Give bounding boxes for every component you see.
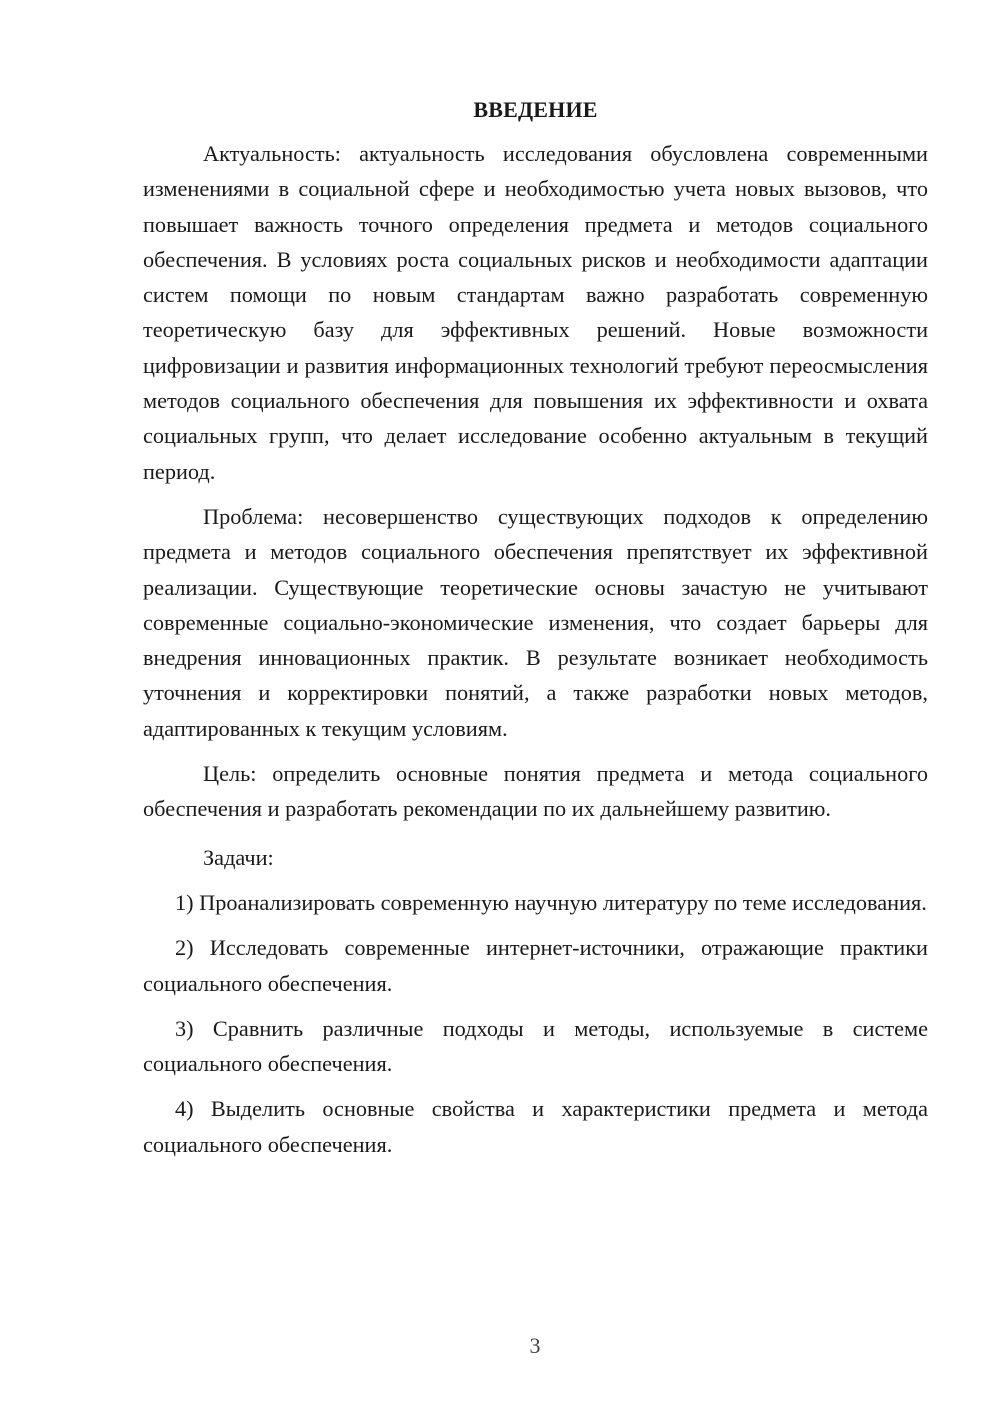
page-number: 3 [529, 1333, 541, 1358]
tasks-heading: Задачи: [203, 844, 274, 870]
task-item-2: 2) Исследовать современные интернет-источники, отражающие практики социального обеспечения. [143, 935, 928, 996]
paragraph-relevance: Актуальность: актуальность исследования обусловлена современными изменениями в социальной сфере и необходимостью учета новых вызовов, что повышает важность точного определения предмета и методов социального обеспечения. В условиях роста социальных рисков и необходимости адаптации систем помощи по новым стандартам важно разработать современную теоретическую базу для эффективных решений. Новые возможности цифровизации и развития информационных технологий требуют переосмысления методов социального обеспечения для повышения их эффективности и охвата социальных групп, что делает исследование особенно актуальным в текущий период. [143, 141, 928, 484]
document-page [143, 90, 928, 1162]
paragraph-goal: Цель: определить основные понятия предмета и метода социального обеспечения и разработать рекомендации по их дальнейшему развитию. [143, 761, 928, 822]
task-item-3: 3) Сравнить различные подходы и методы, используемые в системе социального обеспечения. [143, 1015, 928, 1077]
page-title: ВВЕДЕНИЕ [473, 97, 598, 122]
task-item-4: 4) Выделить основные свойства и характеристики предмета и метода социального обеспечения. [143, 1096, 928, 1157]
task-item-1: 1) Проанализировать современную научную литературу по теме исследования. [175, 889, 927, 915]
paragraph-problem: Проблема: несовершенство существующих подходов к определению предмета и методов социального обеспечения препятствует их эффективной реализации. Существующие теоретические основы зачастую не учитывают современные социально-экономические изменения, что создает барьеры для внедрения инновационных практик. В результате возникает необходимость уточнения и корректировки понятий, а также разработки новых методов, адаптированных к текущим условиям. [143, 503, 928, 741]
